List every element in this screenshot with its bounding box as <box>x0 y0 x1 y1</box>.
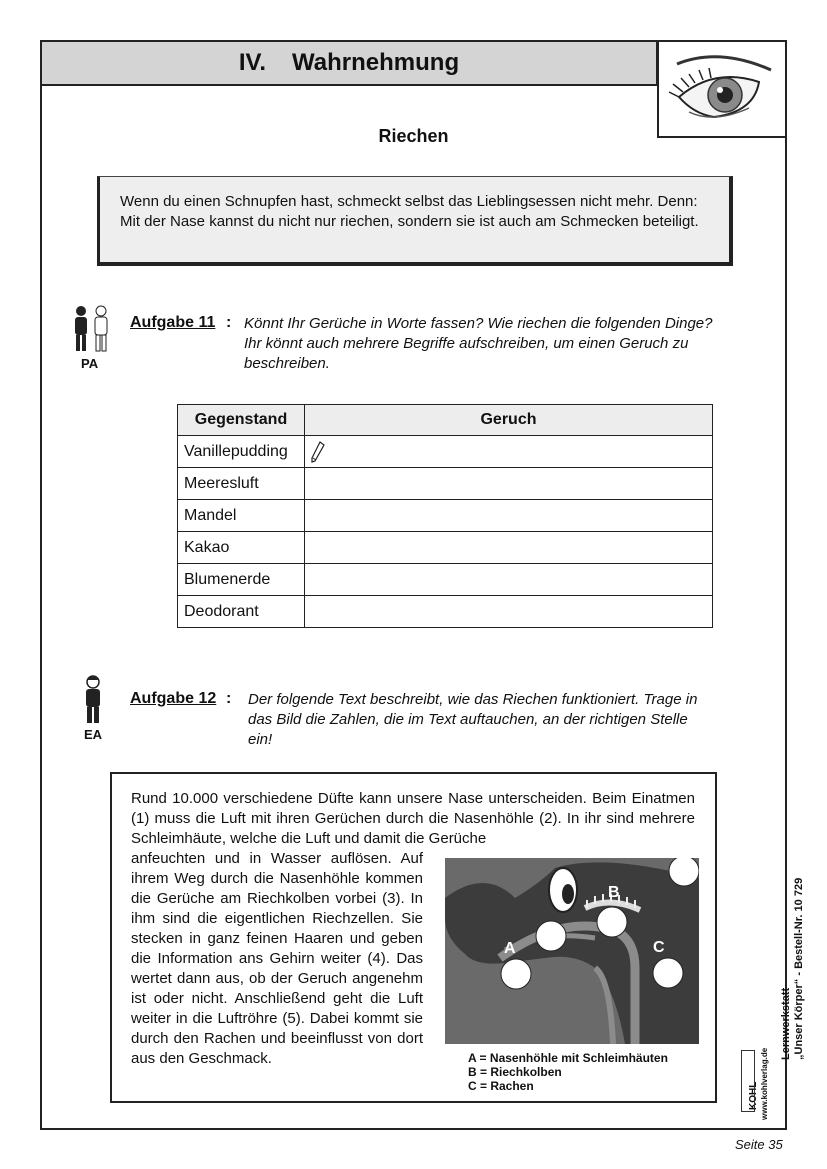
table-row <box>178 468 713 500</box>
object-cell: Vanillepudding <box>178 436 305 468</box>
smell-table <box>177 404 713 628</box>
page-number: Seite 35 <box>735 1137 783 1152</box>
task-11-text: Könnt Ihr Gerüche in Worte fassen? Wie riechen die folgenden Dinge? Ihr könnt auch mehrere Begriffe aufschreiben, um einen Geruch zu beschreiben. <box>244 315 713 372</box>
label-c: C <box>653 939 665 956</box>
column-header-smell: Geruch <box>305 405 713 436</box>
table-row <box>178 436 713 468</box>
publisher-url: www.kohlverlag.de <box>760 1047 769 1120</box>
label-b: B <box>608 884 620 901</box>
object-cell: Mandel <box>178 500 305 532</box>
sidebar-series: Lernwerkstatt <box>780 987 792 1060</box>
smell-answer-field[interactable] <box>305 596 713 628</box>
eye-icon <box>659 42 785 136</box>
smell-answer-field[interactable] <box>305 500 713 532</box>
pair-work-label: PA <box>81 356 99 371</box>
table-row <box>178 596 713 628</box>
intro-box: Wenn du einen Schnupfen hast, schmeckt selbst das Lieblingsessen nicht mehr. Denn: Mit der Nase kannst du nicht nur riechen, sondern sie ist auch am Schmecken beteiligt. <box>97 176 733 266</box>
individual-work-label: EA <box>84 727 103 742</box>
publisher-logo-box <box>741 1050 755 1112</box>
object-cell: Deodorant <box>178 596 305 628</box>
label-a: A <box>504 940 516 957</box>
task-11-label: Aufgabe 11 <box>130 314 216 331</box>
reading-text-left: anfeuchten und in Wasser auflösen. Auf ihrem Weg durch die Nasenhöhle kommen die Gerüche am Riechkolben vorbei (3). In ihm sind die eigentlichen Riechzellen. Sie stecken in ganz feinen Haaren und geben die Information ans Gehirn weiter (4). Das wertet dann aus, ob der Geruch angenehm ist oder nicht. Anschließend geht die Luft weiter in die Luftröhre (5). Dabei kommt sie durch den Rachen und beeinflusst von dort aus den Geschmack. <box>131 850 423 1067</box>
legend-item: A = Nasenhöhle mit Schleimhäuten <box>468 1051 668 1065</box>
task-11-colon: : <box>226 314 232 331</box>
diagram-legend <box>468 1051 668 1093</box>
chapter-number: IV. <box>238 49 267 76</box>
object-cell: Meeresluft <box>178 468 305 500</box>
chapter-title: Wahrnehmung <box>292 49 460 76</box>
task-12-colon: : <box>226 690 232 707</box>
sidebar-publisher-info <box>780 878 806 1060</box>
smell-answer-field[interactable] <box>305 532 713 564</box>
pencil-icon <box>311 441 325 463</box>
legend-item: C = Rachen <box>468 1079 534 1093</box>
table-row <box>178 532 713 564</box>
task-12-label: Aufgabe 12 <box>130 690 217 707</box>
object-cell: Blumenerde <box>178 564 305 596</box>
section-title: Riechen <box>378 126 449 146</box>
task-12-text: Der folgende Text beschreibt, wie das Riechen funktioniert. Trage in das Bild die Zahlen, die im Text auftauchen, an der richtigen Stelle ein! <box>248 691 698 748</box>
table-row <box>178 564 713 596</box>
individual-work-icon <box>83 675 103 730</box>
column-header-object: Gegenstand <box>178 405 305 436</box>
object-cell: Kakao <box>178 532 305 564</box>
publisher-logo: KOHL <box>748 1081 759 1110</box>
pair-work-icon <box>70 304 112 359</box>
smell-answer-field[interactable] <box>305 436 713 468</box>
legend-item: B = Riechkolben <box>468 1065 562 1079</box>
smell-answer-field[interactable] <box>305 468 713 500</box>
chapter-header <box>40 40 658 86</box>
table-row <box>178 500 713 532</box>
smell-answer-field[interactable] <box>305 564 713 596</box>
sidebar-order-number: „Unser Körper“ - Bestell-Nr. 10 729 <box>793 877 805 1060</box>
reading-text-top: Rund 10.000 verschiedene Düfte kann unsere Nase unterscheiden. Beim Einatmen (1) muss die Luft mit ihren Gerüchen durch die Nasenhöhle (2). In ihr sind mehrere Schleimhäute, welche die Luft und damit die Gerüche <box>131 790 695 847</box>
nose-diagram <box>445 858 699 1044</box>
eye-illustration <box>657 40 787 138</box>
